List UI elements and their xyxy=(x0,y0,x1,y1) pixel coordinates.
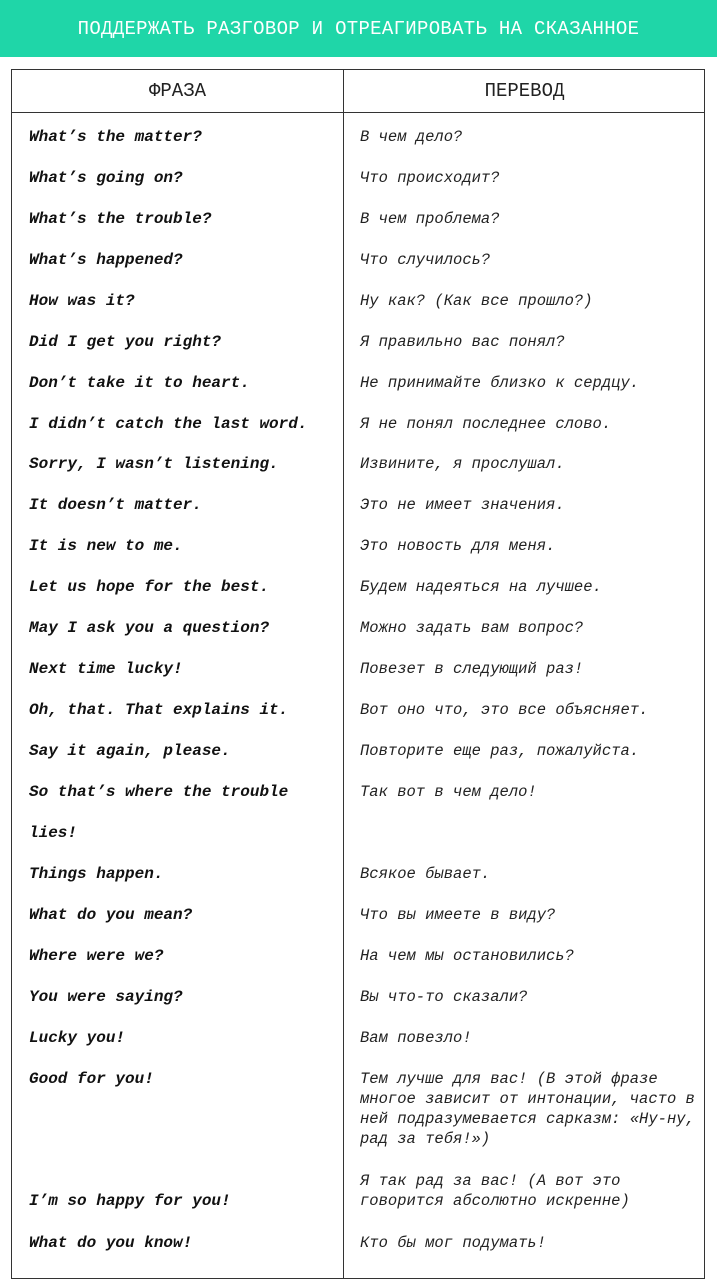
phrase-en: May I ask you a question? xyxy=(29,619,270,637)
phrase-ru: Я не понял последнее слово. xyxy=(360,415,612,433)
phrase-en: How was it? xyxy=(29,292,135,310)
phrase-ru: Извините, я прослушал. xyxy=(360,455,565,473)
phrase-ru: Что происходит? xyxy=(360,169,500,187)
phrase-en: I didn’t catch the last word. xyxy=(29,415,308,433)
phrase-en: lies! xyxy=(29,824,78,842)
phrase-en: What’s the trouble? xyxy=(29,210,212,228)
phrase-ru: Что случилось? xyxy=(360,251,491,269)
phrase-en: Sorry, I wasn’t listening. xyxy=(29,455,279,473)
column-divider xyxy=(343,70,344,1278)
phrase-ru: Я так рад за вас! (А вот это говорится абсолютно искренне) xyxy=(360,1172,630,1210)
phrase-ru: Вот оно что, это все объясняет. xyxy=(360,701,649,719)
phrase-en: It is new to me. xyxy=(29,537,183,555)
phrase-en: It doesn’t matter. xyxy=(29,496,202,514)
phrase-ru: Всякое бывает. xyxy=(360,865,491,883)
phrase-table xyxy=(11,69,705,1279)
phrase-ru: Будем надеяться на лучшее. xyxy=(360,578,602,596)
phrase-en: Lucky you! xyxy=(29,1029,126,1047)
phrase-en: Did I get you right? xyxy=(29,333,222,351)
phrase-ru: Так вот в чем дело! xyxy=(360,783,537,801)
phrase-en: What’s happened? xyxy=(29,251,183,269)
phrase-ru: Вам повезло! xyxy=(360,1029,472,1047)
phrase-ru: Кто бы мог подумать! xyxy=(360,1234,547,1252)
phrase-en: What’s the matter? xyxy=(29,128,202,146)
phrase-en: What’s going on? xyxy=(29,169,183,187)
phrase-en: Let us hope for the best. xyxy=(29,578,270,596)
phrase-en: Where were we? xyxy=(29,947,164,965)
column-header-phrase: ФРАЗА xyxy=(148,80,206,102)
phrase-ru: Это не имеет значения. xyxy=(360,496,565,514)
phrase-en: What do you mean? xyxy=(29,906,193,924)
phrase-en: Oh, that. That explains it. xyxy=(29,701,289,719)
column-header-translation: ПЕРЕВОД xyxy=(484,80,565,102)
phrase-en: I’m so happy for you! xyxy=(29,1192,231,1210)
phrase-ru: Что вы имеете в виду? xyxy=(360,906,556,924)
phrase-en: So that’s where the trouble xyxy=(29,783,289,801)
phrase-ru: Не принимайте близко к сердцу. xyxy=(360,374,640,392)
phrase-ru: Это новость для меня. xyxy=(360,537,556,555)
phrase-ru: Я правильно вас понял? xyxy=(360,333,565,351)
header-divider xyxy=(12,112,704,113)
phrase-ru: На чем мы остановились? xyxy=(360,947,574,965)
phrase-ru: Вы что-то сказали? xyxy=(360,988,528,1006)
phrase-en: Good for you! xyxy=(29,1070,154,1088)
phrase-ru: Тем лучше для вас! (В этой фразе многое зависит от интонации, часто в ней подразумевается сарказм: «Ну-ну, рад за тебя!») xyxy=(360,1070,695,1148)
phrase-en: Say it again, please. xyxy=(29,742,231,760)
page-title: ПОДДЕРЖАТЬ РАЗГОВОР И ОТРЕАГИРОВАТЬ НА СКАЗАННОЕ xyxy=(0,0,717,57)
phrase-ru: В чем проблема? xyxy=(360,210,500,228)
phrase-ru: Повезет в следующий раз! xyxy=(360,660,584,678)
phrase-en: Don’t take it to heart. xyxy=(29,374,250,392)
phrase-en: You were saying? xyxy=(29,988,183,1006)
phrase-ru: В чем дело? xyxy=(360,128,463,146)
phrase-ru: Ну как? (Как все прошло?) xyxy=(360,292,593,310)
phrase-en: What do you know! xyxy=(29,1234,193,1252)
phrase-ru: Повторите еще раз, пожалуйста. xyxy=(360,742,640,760)
phrase-en: Next time lucky! xyxy=(29,660,183,678)
phrase-ru: Можно задать вам вопрос? xyxy=(360,619,584,637)
phrase-en: Things happen. xyxy=(29,865,164,883)
